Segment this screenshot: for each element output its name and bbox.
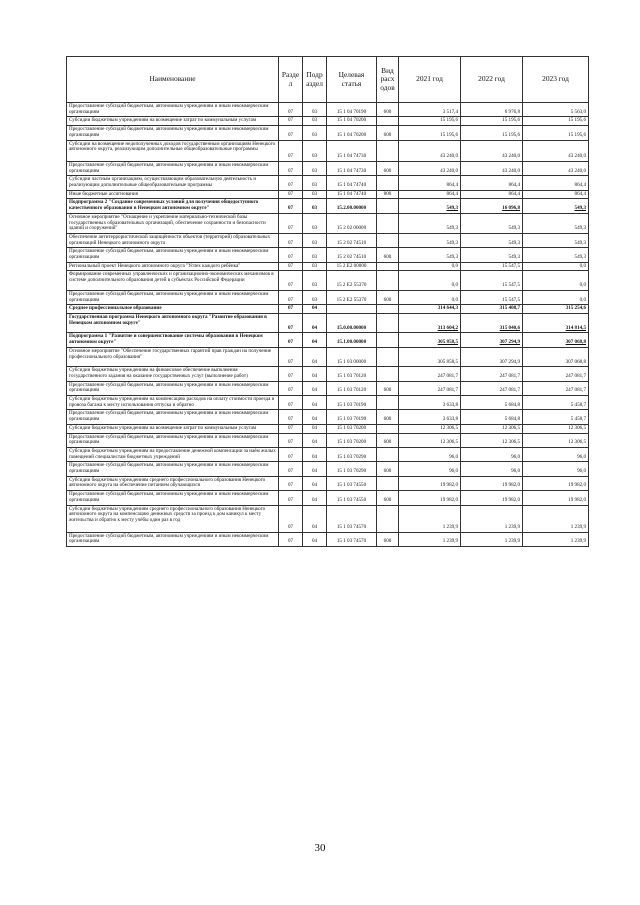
- cell-year-2022: 307 294,9: [461, 333, 523, 347]
- header-year-2022: 2022 год: [461, 57, 523, 103]
- cell-section: 07: [279, 532, 303, 546]
- cell-year-2021: 313 604,2: [399, 313, 461, 332]
- table-row: [67, 333, 589, 347]
- table-row: [67, 476, 589, 490]
- cell-expense-type: [377, 140, 399, 161]
- cell-subsection: 04: [303, 313, 327, 332]
- cell-year-2022: 15 547,5: [461, 271, 523, 290]
- table-row: [67, 410, 589, 424]
- cell-year-2021: 15 195,6: [399, 126, 461, 140]
- cell-year-2021: 314 644,3: [399, 305, 461, 314]
- cell-name: Подпрограмма 2 "Создание современных условий для получения общедоступного качественного образования в Ненецком автономном округе": [67, 199, 279, 213]
- table-row: [67, 161, 589, 175]
- cell-name: Иные бюджетные ассигнования: [67, 190, 279, 199]
- cell-section: 07: [279, 103, 303, 117]
- cell-target-article: 15 1 04 70200: [327, 117, 377, 126]
- cell-subsection: 04: [303, 491, 327, 505]
- cell-section: 07: [279, 381, 303, 395]
- cell-target-article: 15 1 04 74740: [327, 176, 377, 190]
- cell-subsection: 04: [303, 447, 327, 461]
- cell-year-2021: 549,3: [399, 199, 461, 213]
- cell-subsection: 03: [303, 126, 327, 140]
- cell-year-2021: 0,0: [399, 290, 461, 304]
- cell-name: Государственная программа Ненецкого автономного округа "Развитие образования в Ненецком автономном округе": [67, 313, 279, 332]
- cell-year-2021: 96,0: [399, 447, 461, 461]
- cell-year-2023: 43 240,0: [523, 140, 589, 161]
- cell-expense-type: [377, 505, 399, 532]
- cell-subsection: 04: [303, 532, 327, 546]
- cell-section: 07: [279, 433, 303, 447]
- cell-name: Предоставление субсидий бюджетным, автономным учреждениям и иным некоммерческим организациям: [67, 410, 279, 424]
- cell-name: Субсидии бюджетным учреждениям среднего профессионального образования Ненецкого автономного округа на компенсацию денежных средств за проезд к дом каникул к месту жительства и обратно к месту учёбы один раз в год: [67, 505, 279, 532]
- cell-name: Субсидии частным организациям, осуществляющим образовательную деятельность и реализующим дополнительные общеобразовательные программы: [67, 176, 279, 190]
- cell-year-2022: 12 306,5: [461, 433, 523, 447]
- cell-section: 07: [279, 305, 303, 314]
- cell-target-article: 15 1 04 74730: [327, 161, 377, 175]
- cell-year-2022: 247 081,7: [461, 367, 523, 381]
- header-year-2023: 2023 год: [523, 57, 589, 103]
- budget-table: [66, 56, 589, 547]
- header-section: Разде л: [279, 57, 303, 103]
- cell-expense-type: [377, 313, 399, 332]
- cell-name: Субсидии бюджетным учреждениям на возмещение затрат по коммунальным услугам: [67, 117, 279, 126]
- cell-subsection: 03: [303, 103, 327, 117]
- table-row: [67, 447, 589, 461]
- cell-year-2021: 247 081,7: [399, 381, 461, 395]
- cell-year-2023: 0,0: [523, 290, 589, 304]
- cell-year-2022: 19 982,0: [461, 476, 523, 490]
- cell-subsection: 03: [303, 117, 327, 126]
- table-row: [67, 213, 589, 233]
- cell-target-article: 15 2 E2 00000: [327, 262, 377, 271]
- cell-year-2022: 315 408,7: [461, 305, 523, 314]
- cell-section: 07: [279, 476, 303, 490]
- cell-name: Предоставление субсидий бюджетным, автономным учреждениям и иным некоммерческим организациям: [67, 381, 279, 395]
- cell-year-2023: 96,0: [523, 462, 589, 476]
- cell-year-2021: 15 195,6: [399, 117, 461, 126]
- cell-year-2021: 1 239,9: [399, 505, 461, 532]
- cell-year-2022: 5 684,8: [461, 410, 523, 424]
- table-row: [67, 396, 589, 410]
- cell-section: 07: [279, 333, 303, 347]
- cell-year-2023: 15 195,6: [523, 126, 589, 140]
- table-row: [67, 248, 589, 262]
- cell-target-article: 15.2.00.00000: [327, 199, 377, 213]
- cell-expense-type: [377, 233, 399, 247]
- cell-subsection: 04: [303, 396, 327, 410]
- cell-target-article: 15 1 03 70120: [327, 367, 377, 381]
- table-row: [67, 190, 589, 199]
- cell-year-2023: 5 458,7: [523, 410, 589, 424]
- cell-target-article: 15 1 03 74550: [327, 491, 377, 505]
- cell-expense-type: [377, 213, 399, 233]
- cell-subsection: 04: [303, 433, 327, 447]
- cell-year-2022: 15 195,6: [461, 117, 523, 126]
- table-row: [67, 367, 589, 381]
- cell-section: 07: [279, 367, 303, 381]
- cell-year-2023: 0,0: [523, 262, 589, 271]
- cell-section: 07: [279, 190, 303, 199]
- cell-year-2021: 305 858,5: [399, 333, 461, 347]
- table-row: [67, 103, 589, 117]
- cell-year-2022: 12 306,5: [461, 424, 523, 433]
- cell-year-2021: 96,0: [399, 462, 461, 476]
- cell-expense-type: [377, 424, 399, 433]
- cell-year-2021: 12 306,5: [399, 424, 461, 433]
- cell-target-article: 15 2 E2 55370: [327, 290, 377, 304]
- cell-name: Предоставление субсидий бюджетным, автономным учреждениям и иным некоммерческим организациям: [67, 462, 279, 476]
- cell-year-2021: 305 858,5: [399, 347, 461, 366]
- cell-section: 07: [279, 396, 303, 410]
- cell-expense-type: 600: [377, 248, 399, 262]
- cell-target-article: 15 1 03 70120: [327, 381, 377, 395]
- cell-year-2021: 549,3: [399, 248, 461, 262]
- cell-name: Предоставление субсидий бюджетным, автономным учреждениям и иным некоммерческим организациям: [67, 491, 279, 505]
- cell-year-2022: 15 195,6: [461, 126, 523, 140]
- cell-year-2023: 5 563,0: [523, 103, 589, 117]
- cell-name: Субсидии на возмещение недополученных доходов государственным организациям Ненецкого автономного округа, реализующим дополнительные общеобразовательные программы: [67, 140, 279, 161]
- cell-year-2023: 0,0: [523, 271, 589, 290]
- page-number: 30: [314, 842, 326, 854]
- cell-year-2023: 43 240,0: [523, 161, 589, 175]
- cell-subsection: 04: [303, 505, 327, 532]
- cell-target-article: 15 1 03 70200: [327, 424, 377, 433]
- cell-section: 07: [279, 117, 303, 126]
- table-row: [67, 505, 589, 532]
- cell-year-2021: 549,3: [399, 213, 461, 233]
- cell-subsection: 04: [303, 333, 327, 347]
- cell-target-article: 15 2 E2 55370: [327, 271, 377, 290]
- cell-expense-type: [377, 176, 399, 190]
- cell-year-2022: 16 096,8: [461, 199, 523, 213]
- cell-target-article: 15.0.00.00000: [327, 313, 377, 332]
- cell-year-2023: 96,0: [523, 447, 589, 461]
- cell-expense-type: [377, 367, 399, 381]
- cell-subsection: 03: [303, 199, 327, 213]
- cell-subsection: 03: [303, 290, 327, 304]
- cell-target-article: 15 1 03 70190: [327, 396, 377, 410]
- table-row: [67, 290, 589, 304]
- cell-name: Региональный проект Ненецкого автономного округа "Успех каждого ребёнка": [67, 262, 279, 271]
- cell-year-2022: 1 239,9: [461, 532, 523, 546]
- cell-year-2022: 864,4: [461, 176, 523, 190]
- table-row: [67, 532, 589, 546]
- cell-subsection: 04: [303, 381, 327, 395]
- cell-name: Подпрограмма 1 "Развитие и совершенствование системы образования в Ненецком автономном округе": [67, 333, 279, 347]
- header-target-article: Целевая статья: [327, 57, 377, 103]
- cell-year-2023: 864,4: [523, 176, 589, 190]
- cell-target-article: 15 2 02 00000: [327, 213, 377, 233]
- header-row: [67, 57, 589, 103]
- cell-year-2023: 12 306,5: [523, 424, 589, 433]
- cell-name: Предоставление субсидий бюджетным, автономным учреждениям и иным некоммерческим организациям: [67, 161, 279, 175]
- cell-expense-type: 600: [377, 161, 399, 175]
- cell-target-article: [327, 305, 377, 314]
- cell-target-article: 15 1 03 70290: [327, 447, 377, 461]
- cell-year-2022: 15 547,5: [461, 290, 523, 304]
- cell-name: Предоставление субсидий бюджетным, автономным учреждениям и иным некоммерческим организациям: [67, 248, 279, 262]
- cell-target-article: 15 2 02 74510: [327, 248, 377, 262]
- cell-year-2023: 549,3: [523, 199, 589, 213]
- cell-section: 07: [279, 233, 303, 247]
- cell-year-2023: 19 982,0: [523, 491, 589, 505]
- cell-year-2022: 43 240,0: [461, 161, 523, 175]
- cell-year-2023: 19 982,0: [523, 476, 589, 490]
- cell-target-article: 15 2 02 74510: [327, 233, 377, 247]
- cell-year-2021: 3 517,4: [399, 103, 461, 117]
- cell-expense-type: 600: [377, 462, 399, 476]
- table-row: [67, 126, 589, 140]
- table-row: [67, 381, 589, 395]
- cell-target-article: 15.1.00.00000: [327, 333, 377, 347]
- cell-subsection: 03: [303, 233, 327, 247]
- cell-target-article: 15 1 03 70190: [327, 410, 377, 424]
- cell-expense-type: [377, 199, 399, 213]
- cell-expense-type: [377, 305, 399, 314]
- cell-year-2022: 307 294,9: [461, 347, 523, 366]
- cell-year-2022: 19 982,0: [461, 491, 523, 505]
- table-row: [67, 176, 589, 190]
- cell-section: 07: [279, 505, 303, 532]
- cell-year-2023: 1 239,9: [523, 505, 589, 532]
- cell-section: 07: [279, 213, 303, 233]
- cell-target-article: 15 1 04 70200: [327, 126, 377, 140]
- cell-subsection: 03: [303, 248, 327, 262]
- cell-year-2021: 0,0: [399, 271, 461, 290]
- cell-name: Предоставление субсидий бюджетным, автономным учреждениям и иным некоммерческим организациям: [67, 126, 279, 140]
- cell-year-2023: 12 306,5: [523, 433, 589, 447]
- cell-section: 07: [279, 424, 303, 433]
- cell-expense-type: 600: [377, 532, 399, 546]
- cell-section: 07: [279, 313, 303, 332]
- cell-target-article: 15 1 03 74570: [327, 532, 377, 546]
- cell-section: 07: [279, 161, 303, 175]
- cell-year-2023: 549,3: [523, 233, 589, 247]
- cell-section: 07: [279, 347, 303, 366]
- cell-name: Субсидии бюджетным учреждениям на финансовое обеспечение выполнения государственного задания на оказание государственных услуг (выполнение работ): [67, 367, 279, 381]
- cell-subsection: 04: [303, 424, 327, 433]
- cell-expense-type: [377, 117, 399, 126]
- table-row: [67, 462, 589, 476]
- cell-expense-type: 600: [377, 410, 399, 424]
- table-row: [67, 347, 589, 366]
- cell-target-article: 15 1 03 74550: [327, 476, 377, 490]
- cell-year-2021: 247 081,7: [399, 367, 461, 381]
- cell-year-2023: 864,4: [523, 190, 589, 199]
- cell-year-2023: 315 254,6: [523, 305, 589, 314]
- cell-section: 07: [279, 447, 303, 461]
- cell-subsection: 04: [303, 476, 327, 490]
- cell-subsection: 03: [303, 140, 327, 161]
- cell-target-article: 15 1 03 70290: [327, 462, 377, 476]
- cell-name: Предоставление субсидий бюджетным, автономным учреждениям и иным некоммерческим организациям: [67, 290, 279, 304]
- cell-target-article: 15 1 04 74740: [327, 190, 377, 199]
- cell-year-2022: 5 684,8: [461, 396, 523, 410]
- cell-year-2023: 549,3: [523, 248, 589, 262]
- cell-name: Основное мероприятие "Обеспечение государственных гарантий прав граждан на получение профессионального образования": [67, 347, 279, 366]
- cell-year-2022: 43 240,0: [461, 140, 523, 161]
- cell-year-2022: 96,0: [461, 462, 523, 476]
- cell-year-2023: 15 195,6: [523, 117, 589, 126]
- cell-section: 07: [279, 410, 303, 424]
- cell-year-2022: 864,4: [461, 190, 523, 199]
- cell-year-2022: 96,0: [461, 447, 523, 461]
- cell-name: Основное мероприятие "Оснащение и укрепление материально-технической базы государственных образовательных организаций, обеспечение сохранности и безопасности зданий и сооружений": [67, 213, 279, 233]
- cell-target-article: 15 1 03 74570: [327, 505, 377, 532]
- table-row: [67, 271, 589, 290]
- table-row: [67, 117, 589, 126]
- cell-year-2022: 549,3: [461, 248, 523, 262]
- cell-year-2023: 314 814,5: [523, 313, 589, 332]
- table-row: [67, 305, 589, 314]
- cell-expense-type: 800: [377, 190, 399, 199]
- cell-subsection: 03: [303, 161, 327, 175]
- cell-subsection: 04: [303, 410, 327, 424]
- cell-expense-type: [377, 333, 399, 347]
- cell-expense-type: [377, 396, 399, 410]
- table-row: [67, 313, 589, 332]
- table-row: [67, 424, 589, 433]
- cell-section: 07: [279, 262, 303, 271]
- table-row: [67, 140, 589, 161]
- cell-target-article: 15 1 04 70190: [327, 103, 377, 117]
- cell-name: Субсидии бюджетным учреждениям на предоставление денежной компенсации за наём жилых помещений специалистам бюджетных учреждений: [67, 447, 279, 461]
- header-subsection: Подр аздел: [303, 57, 327, 103]
- cell-year-2023: 307 068,8: [523, 333, 589, 347]
- cell-name: Предоставление субсидий бюджетным, автономным учреждениям и иным некоммерческим организациям: [67, 103, 279, 117]
- cell-target-article: 15 1 04 74730: [327, 140, 377, 161]
- cell-subsection: 03: [303, 176, 327, 190]
- cell-year-2021: 0,0: [399, 262, 461, 271]
- cell-year-2023: 247 081,7: [523, 381, 589, 395]
- cell-expense-type: 600: [377, 491, 399, 505]
- cell-subsection: 04: [303, 347, 327, 366]
- table-row: [67, 491, 589, 505]
- cell-name: Обеспечение антитеррористической защищённости объектов (территорий) образовательных организаций Ненецкого автономного округа: [67, 233, 279, 247]
- budget-sheet: [66, 56, 588, 547]
- cell-section: 07: [279, 462, 303, 476]
- cell-year-2023: 5 458,7: [523, 396, 589, 410]
- cell-name: Субсидии бюджетным учреждениям среднего профессионального образования Ненецкого автономного округа на обеспечение питанием обучающихся: [67, 476, 279, 490]
- cell-section: 07: [279, 140, 303, 161]
- cell-year-2021: 19 982,0: [399, 476, 461, 490]
- cell-subsection: 04: [303, 305, 327, 314]
- cell-subsection: 03: [303, 271, 327, 290]
- table-row: [67, 433, 589, 447]
- cell-name: Субсидии бюджетным учреждениям на возмещение затрат по коммунальным услугам: [67, 424, 279, 433]
- cell-target-article: 15 1 03 00000: [327, 347, 377, 366]
- cell-section: 07: [279, 491, 303, 505]
- cell-year-2021: 864,4: [399, 190, 461, 199]
- cell-year-2022: 1 239,9: [461, 505, 523, 532]
- cell-year-2023: 1 239,9: [523, 532, 589, 546]
- cell-section: 07: [279, 176, 303, 190]
- cell-expense-type: 600: [377, 290, 399, 304]
- cell-year-2022: 315 040,6: [461, 313, 523, 332]
- cell-year-2022: 6 976,8: [461, 103, 523, 117]
- cell-section: 07: [279, 248, 303, 262]
- cell-year-2021: 1 239,9: [399, 532, 461, 546]
- cell-year-2022: 247 081,7: [461, 381, 523, 395]
- cell-expense-type: 600: [377, 103, 399, 117]
- cell-name: Среднее профессиональное образование: [67, 305, 279, 314]
- cell-expense-type: [377, 476, 399, 490]
- cell-year-2023: 247 081,7: [523, 367, 589, 381]
- table-row: [67, 199, 589, 213]
- cell-section: 07: [279, 199, 303, 213]
- cell-target-article: 15 1 03 70200: [327, 433, 377, 447]
- cell-expense-type: [377, 271, 399, 290]
- cell-year-2021: 43 240,0: [399, 161, 461, 175]
- cell-year-2022: 549,3: [461, 233, 523, 247]
- cell-year-2021: 3 633,8: [399, 396, 461, 410]
- cell-section: 07: [279, 271, 303, 290]
- cell-year-2023: 307 068,8: [523, 347, 589, 366]
- cell-year-2023: 549,3: [523, 213, 589, 233]
- cell-expense-type: 600: [377, 381, 399, 395]
- cell-expense-type: 600: [377, 126, 399, 140]
- cell-subsection: 04: [303, 367, 327, 381]
- cell-expense-type: [377, 262, 399, 271]
- cell-year-2021: 12 306,5: [399, 433, 461, 447]
- cell-subsection: 03: [303, 190, 327, 199]
- cell-year-2021: 43 240,0: [399, 140, 461, 161]
- cell-name: Формирование современных управленческих и организационно-экономических механизмов в системе дополнительного образования детей в субъектах Российской Федерации: [67, 271, 279, 290]
- header-expense-type: Вид расх одов: [377, 57, 399, 103]
- cell-expense-type: 600: [377, 433, 399, 447]
- cell-name: Субсидии бюджетным учреждениям на компенсацию расходов на оплату стоимости проезда и провоза багажа к месту использования отпуска и обратно: [67, 396, 279, 410]
- cell-year-2022: 549,3: [461, 213, 523, 233]
- cell-year-2021: 19 982,0: [399, 491, 461, 505]
- cell-year-2021: 549,3: [399, 233, 461, 247]
- cell-expense-type: [377, 347, 399, 366]
- cell-subsection: 04: [303, 462, 327, 476]
- cell-expense-type: [377, 447, 399, 461]
- header-name: Наименование: [67, 57, 279, 103]
- cell-name: Предоставление субсидий бюджетным, автономным учреждениям и иным некоммерческим организациям: [67, 532, 279, 546]
- header-year-2021: 2021 год: [399, 57, 461, 103]
- cell-year-2022: 15 547,5: [461, 262, 523, 271]
- cell-year-2021: 3 633,8: [399, 410, 461, 424]
- table-row: [67, 233, 589, 247]
- cell-year-2021: 864,4: [399, 176, 461, 190]
- cell-subsection: 03: [303, 213, 327, 233]
- table-row: [67, 262, 589, 271]
- cell-subsection: 03: [303, 262, 327, 271]
- cell-name: Предоставление субсидий бюджетным, автономным учреждениям и иным некоммерческим организациям: [67, 433, 279, 447]
- table-body: [67, 103, 589, 547]
- cell-section: 07: [279, 290, 303, 304]
- cell-section: 07: [279, 126, 303, 140]
